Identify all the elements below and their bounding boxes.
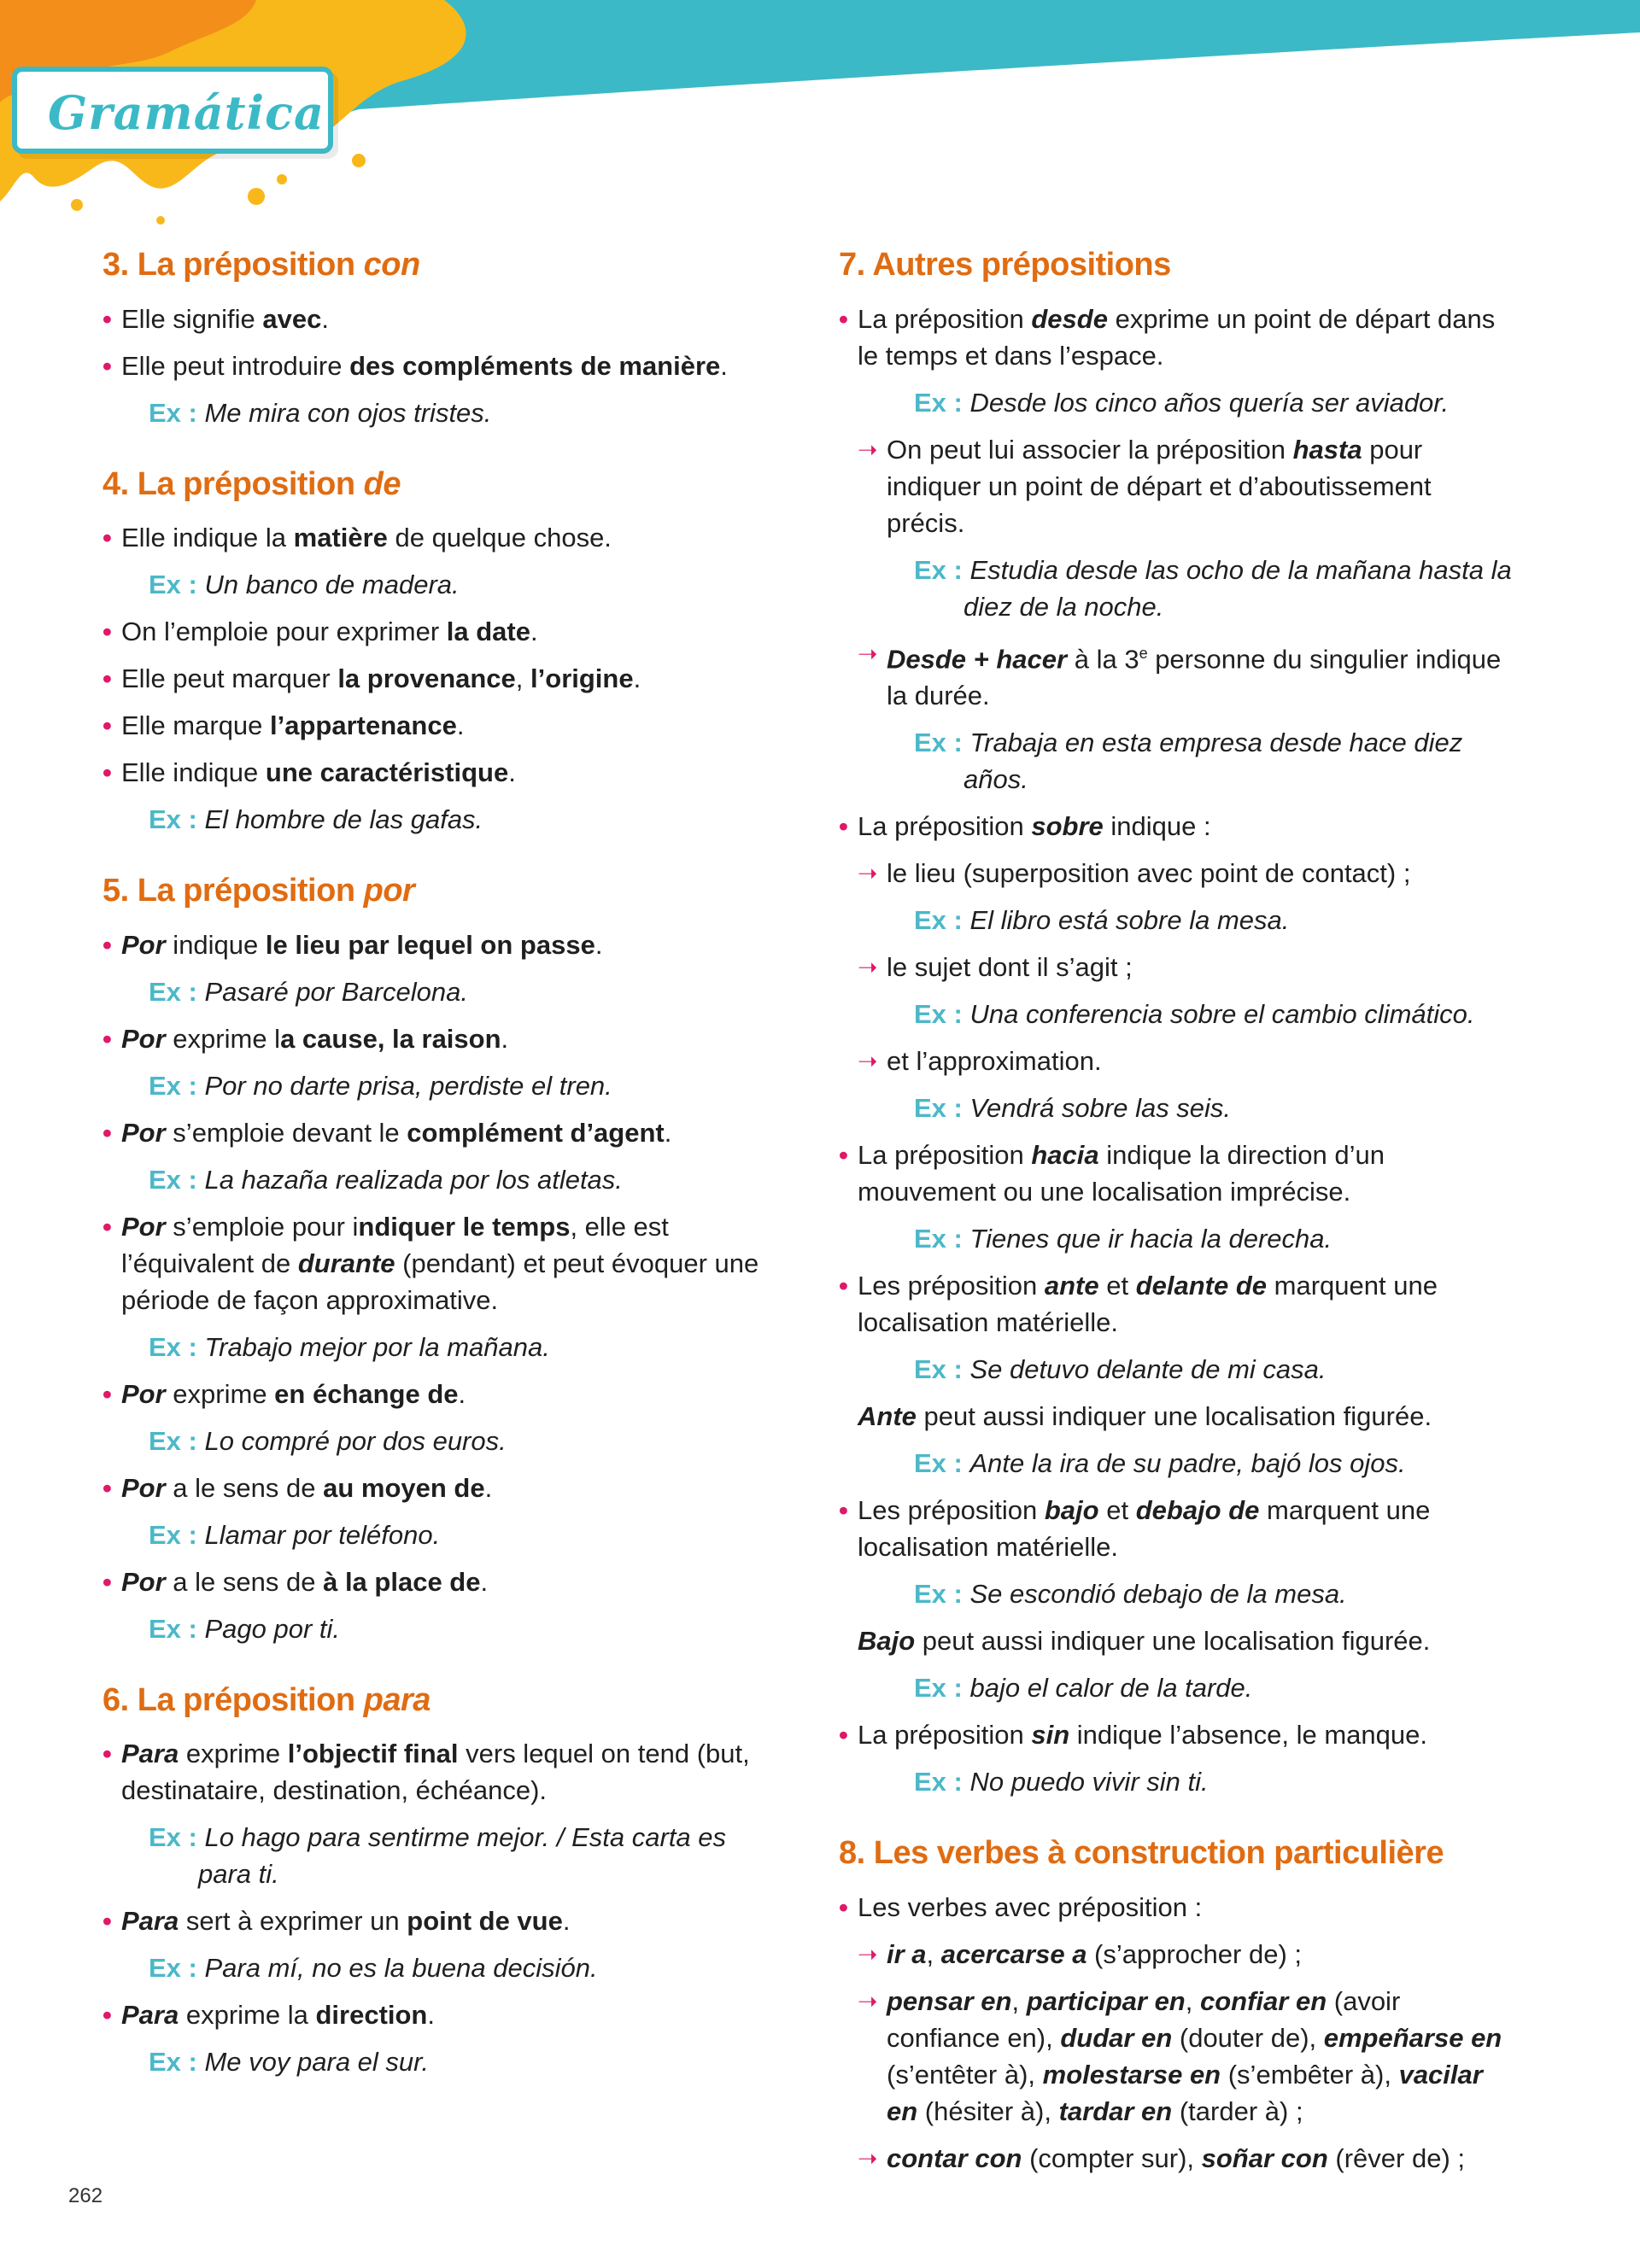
s8-arrow-3: ➝ contar con (compter sur), soñar con (rêver de) ; <box>839 2140 1514 2177</box>
s6-example-1: Ex : Lo hago para sentirme mejor. / Esta carta es para ti. <box>149 1822 727 1890</box>
s7-arrow-5: ➝ et l’approximation. <box>839 1043 1514 1079</box>
s5-example-7: Ex : Pago por ti. <box>149 1613 341 1644</box>
section-8 <box>839 1834 1514 2177</box>
s7-bullet-5: • Les préposition bajo et debajo de marquent une localisation matérielle. <box>839 1492 1514 1565</box>
s3-example-1: Ex : Me mira con ojos tristes. <box>149 397 492 428</box>
s7-example-5: Ex : Una conferencia sobre el cambio climático. <box>914 998 1475 1029</box>
section-8-title: 8. Les verbes à construction particulière <box>839 1834 1444 1871</box>
left-column <box>102 246 777 2114</box>
s7-bullet-3: • La préposition hacia indique la direction d’un mouvement ou une localisation imprécise. <box>839 1137 1514 1210</box>
s7-arrow-3: ➝ le lieu (superposition avec point de contact) ; <box>839 855 1514 891</box>
s8-bullet-1: • Les verbes avec préposition : <box>839 1889 1514 1926</box>
section-5-title: 5. La préposition por <box>102 873 415 909</box>
arrow-icon: ➝ <box>858 435 878 463</box>
arrow-icon: ➝ <box>858 1940 878 1967</box>
s5-example-6: Ex : Llamar por teléfono. <box>149 1519 441 1550</box>
s5-bullet-7: • Por a le sens de à la place de. <box>102 1564 777 1600</box>
section-5 <box>102 872 777 1647</box>
s7-arrow-1: ➝ On peut lui associer la préposition hasta pour indiquer un point de départ et d’aboutissement précis. <box>839 431 1514 541</box>
page-header <box>0 0 1640 239</box>
s5-bullet-3: • Por s’emploie devant le complément d’agent. <box>102 1114 777 1151</box>
s3-bullet-2: • Elle peut introduire des compléments de manière. <box>102 348 777 384</box>
section-6-title: 6. La préposition para <box>102 1681 430 1718</box>
arrow-icon: ➝ <box>858 1047 878 1074</box>
section-4 <box>102 465 777 839</box>
s5-example-5: Ex : Lo compré por dos euros. <box>149 1425 507 1456</box>
s4-bullet-2: • On l’emploie pour exprimer la date. <box>102 613 777 650</box>
s7-example-7: Ex : Tienes que ir hacia la derecha. <box>914 1223 1332 1254</box>
s7-example-9: Ex : Ante la ira de su padre, bajó los ojos. <box>914 1447 1406 1478</box>
section-7-title: 7. Autres prépositions <box>839 247 1171 283</box>
s7-example-4: Ex : El libro está sobre la mesa. <box>914 904 1290 935</box>
section-4-title: 4. La préposition de <box>102 465 401 502</box>
s4-bullet-5: • Elle indique une caractéristique. <box>102 754 777 791</box>
s8-arrow-1: ➝ ir a, acercarse a (s’approcher de) ; <box>839 1936 1514 1973</box>
s7-bullet-2: • La préposition sobre indique : <box>839 808 1514 845</box>
s3-bullet-1: • Elle signifie avec. <box>102 301 777 337</box>
s5-bullet-2: • Por exprime la cause, la raison. <box>102 1020 777 1057</box>
s4-example-1: Ex : Un banco de madera. <box>149 570 460 600</box>
s7-example-11: Ex : bajo el calor de la tarde. <box>914 1672 1253 1703</box>
s7-example-10: Ex : Se escondió debajo de la mesa. <box>914 1578 1347 1609</box>
s7-example-1: Ex : Desde los cinco años quería ser aviador. <box>914 387 1450 418</box>
s5-bullet-1: • Por indique le lieu par lequel on passe. <box>102 926 777 963</box>
section-3-title: 3. La préposition con <box>102 247 420 283</box>
s5-example-3: Ex : La hazaña realizada por los atletas. <box>149 1164 623 1195</box>
s7-example-8: Ex : Se detuvo delante de mi casa. <box>914 1353 1327 1384</box>
s6-bullet-1: • Para exprime l’objectif final vers lequel on tend (but, destinataire, destination, échéance). <box>102 1735 777 1809</box>
right-column <box>839 246 1514 2211</box>
s7-bullet-6: • La préposition sin indique l’absence, le manque. <box>839 1716 1514 1753</box>
header-title: Gramática <box>48 85 325 140</box>
section-7 <box>839 246 1514 1800</box>
s4-bullet-4: • Elle marque l’appartenance. <box>102 707 777 744</box>
arrow-icon: ➝ <box>858 953 878 980</box>
section-3 <box>102 246 777 431</box>
s5-example-4: Ex : Trabajo mejor por la mañana. <box>149 1331 550 1362</box>
s7-arrow-4: ➝ le sujet dont il s’agit ; <box>839 949 1514 985</box>
s4-bullet-3: • Elle peut marquer la provenance, l’origine. <box>102 660 777 697</box>
s5-example-1: Ex : Pasaré por Barcelona. <box>149 976 468 1007</box>
s7-example-2: Ex : Estudia desde las ocho de la mañana hasta la diez de la noche. <box>914 554 1512 622</box>
s7-bullet-1: • La préposition desde exprime un point de départ dans le temps et dans l’espace. <box>839 301 1514 374</box>
s6-bullet-3: • Para exprime la direction. <box>102 1996 777 2033</box>
section-6 <box>102 1681 777 2081</box>
s7-note-ante: Ante peut aussi indiquer une localisation figurée. <box>858 1400 1432 1431</box>
arrow-icon: ➝ <box>858 859 878 886</box>
s7-example-12: Ex : No puedo vivir sin ti. <box>914 1766 1209 1797</box>
page-number: 262 <box>68 2184 103 2207</box>
s7-note-bajo: Bajo peut aussi indiquer une localisation figurée. <box>858 1625 1431 1656</box>
s4-example-2: Ex : El hombre de las gafas. <box>149 804 483 835</box>
s5-bullet-5: • Por exprime en échange de. <box>102 1376 777 1412</box>
arrow-icon: ➝ <box>858 1987 878 2014</box>
arrow-icon: ➝ <box>858 640 878 667</box>
s5-bullet-4: • Por s’emploie pour indiquer le temps, elle est l’équivalent de durante (pendant) et peut évoquer une période de façon approximative. <box>102 1208 777 1318</box>
s7-example-3: Ex : Trabaja en esta empresa desde hace diez años. <box>914 727 1463 794</box>
s5-bullet-6: • Por a le sens de au moyen de. <box>102 1470 777 1506</box>
arrow-icon: ➝ <box>858 2144 878 2172</box>
s7-arrow-2: ➝ Desde + hacer à la 3e personne du singulier indique la durée. <box>839 635 1514 714</box>
s5-example-2: Ex : Por no darte prisa, perdiste el tren. <box>149 1070 612 1101</box>
s8-arrow-2: ➝ pensar en, participar en, confiar en (avoir confiance en), dudar en (douter de), empeñarse en (s’entêter à), molestarse en (s’embêter à), vacilar en (hésiter à), tardar en (tarder à) ; <box>839 1983 1514 2130</box>
s6-bullet-2: • Para sert à exprimer un point de vue. <box>102 1903 777 1939</box>
s6-example-3: Ex : Me voy para el sur. <box>149 2047 429 2078</box>
s4-bullet-1: • Elle indique la matière de quelque chose. <box>102 519 777 556</box>
s7-example-6: Ex : Vendrá sobre las seis. <box>914 1092 1232 1123</box>
s6-example-2: Ex : Para mí, no es la buena decisión. <box>149 1953 598 1984</box>
s7-bullet-4: • Les préposition ante et delante de marquent une localisation matérielle. <box>839 1267 1514 1341</box>
header-title-box <box>12 67 333 154</box>
